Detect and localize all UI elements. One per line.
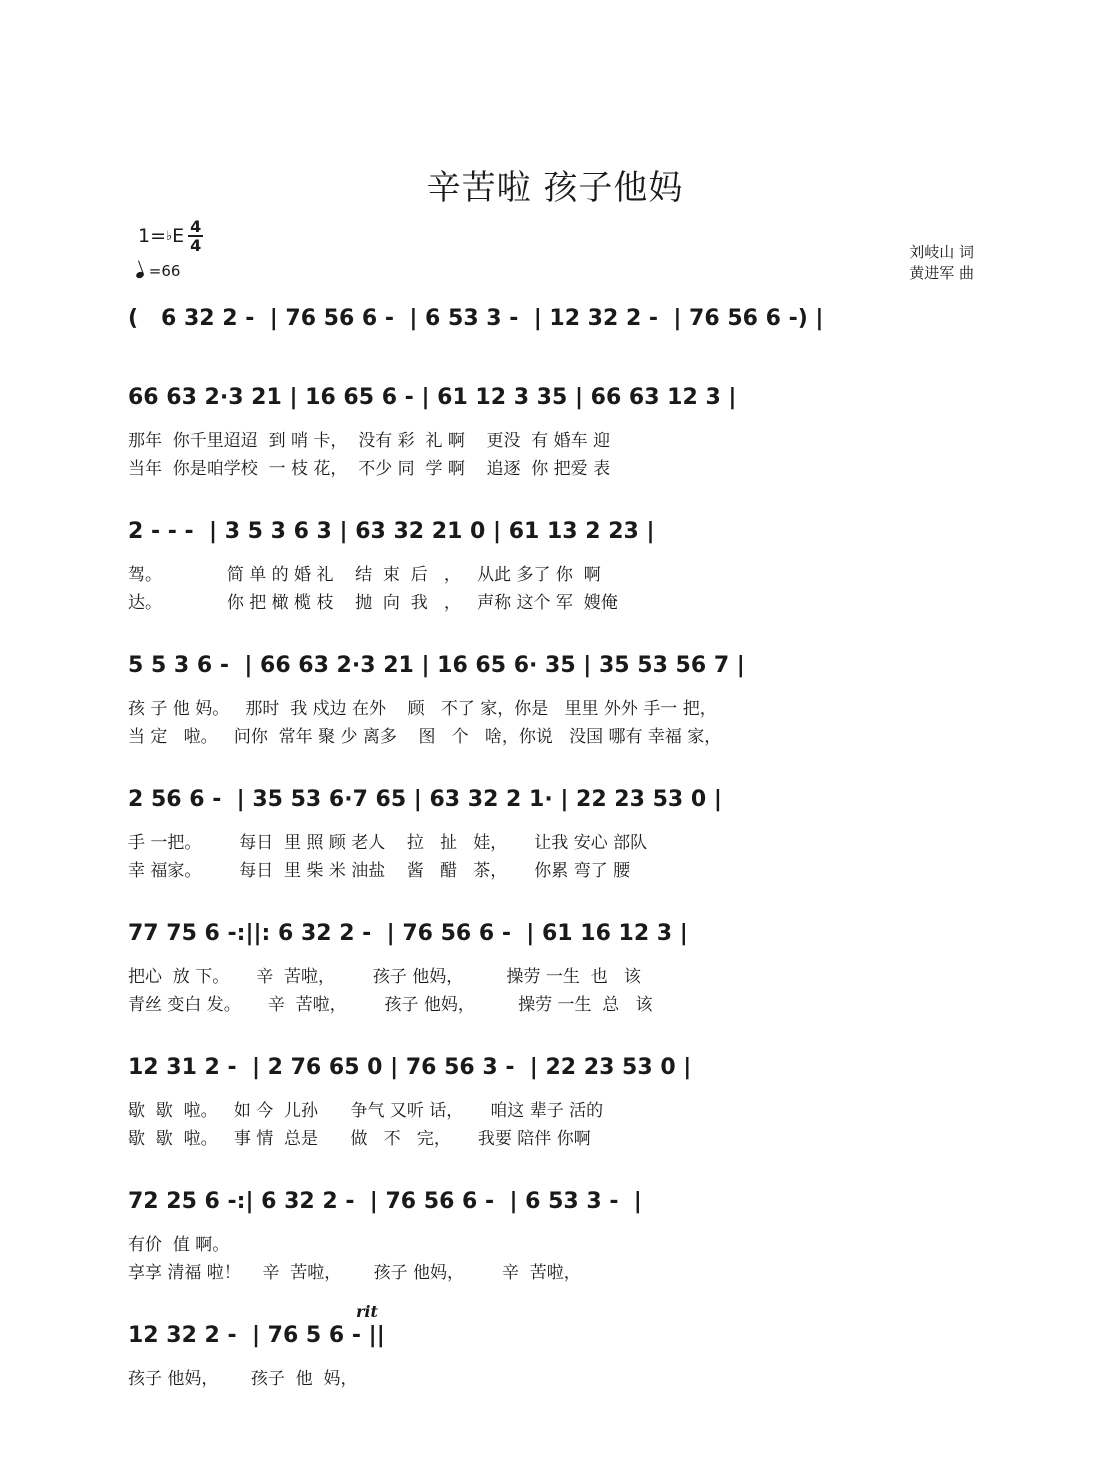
key-signature xyxy=(138,218,203,254)
lyrics-verse-1: 孩子 他妈， 孩子 他 妈， xyxy=(128,1369,358,1389)
lyrics-verse-2: 享享 清福 啦！ 辛 苦啦， 孩子 他妈， 辛 苦啦， xyxy=(128,1263,581,1283)
lyricist: 刘岐山 词 xyxy=(909,243,974,261)
composer: 黄进军 曲 xyxy=(909,264,974,282)
lyrics-verse-1: 驾。 简 单 的 婚 礼 结 束 后 ， 从此 多了 你 啊 xyxy=(128,565,601,585)
ritardando-marking: rit xyxy=(356,1302,378,1321)
lyrics-verse-2: 达。 你 把 橄 榄 枝 抛 向 我 ， 声称 这个 军 嫂俺 xyxy=(128,593,618,613)
time-sig-bottom: 4 xyxy=(190,236,202,255)
lyrics-verse-2: 当 定 啦。 问你 常年 聚 少 离多 图 个 啥，你说 没国 哪有 幸福 家， xyxy=(128,727,722,747)
lyrics-verse-2: 歇 歇 啦。 事 情 总是 做 不 完， 我要 陪伴 你啊 xyxy=(128,1129,591,1149)
lyrics-verse-2: 当年 你是咱学校 一 枝 花， 不少 同 学 啊 追逐 你 把爱 表 xyxy=(128,459,611,479)
score-line: 66 63 2·3 21 | 16 65 6 - | 61 12 3 35 | 66 63 12 3 | xyxy=(128,385,737,410)
quarter-note-icon xyxy=(135,271,145,279)
score-line: 77 75 6 -:||: 6 32 2 - | 76 56 6 - | 61 16 12 3 | xyxy=(128,921,688,946)
credits xyxy=(909,242,974,284)
score-line: 12 32 2 - | 76 5 6 - || xyxy=(128,1323,385,1348)
lyrics-verse-1: 有价 值 啊。 xyxy=(128,1235,230,1255)
lyrics-verse-2: 幸 福家。 每日 里 柴 米 油盐 酱 醋 茶， 你累 弯了 腰 xyxy=(128,861,631,881)
time-signature xyxy=(188,218,203,254)
flat-sign: ♭ xyxy=(166,228,173,244)
key-note: E xyxy=(172,225,185,247)
lyrics-verse-1: 把心 放 下。 辛 苦啦， 孩子 他妈， 操劳 一生 也 该 xyxy=(128,967,641,987)
lyrics-verse-1: 歇 歇 啦。 如 今 儿孙 争气 又听 话， 咱这 辈子 活的 xyxy=(128,1101,604,1121)
score-line: 72 25 6 -:| 6 32 2 - | 76 56 6 - | 6 53 3 - | xyxy=(128,1189,642,1214)
score-line: 2 - - - | 3 5 3 6 3 | 63 32 21 0 | 61 13 2 23 | xyxy=(128,519,655,544)
lyrics-verse-1: 那年 你千里迢迢 到 哨 卡， 没有 彩 礼 啊 更没 有 婚车 迎 xyxy=(128,431,611,451)
score-line: 12 31 2 - | 2 76 65 0 | 76 56 3 - | 22 23 53 0 | xyxy=(128,1055,692,1080)
tempo-value: =66 xyxy=(148,262,181,280)
lyrics-verse-1: 手 一把。 每日 里 照 顾 老人 拉 扯 娃， 让我 安心 部队 xyxy=(128,833,648,853)
score-line: 2 56 6 - | 35 53 6·7 65 | 63 32 2 1· | 22 23 53 0 | xyxy=(128,787,722,812)
score-line: ( 6 32 2 - | 76 56 6 - | 6 53 3 - | 12 32 2 - | 76 56 6 -) | xyxy=(128,306,824,331)
time-sig-top: 4 xyxy=(190,217,202,236)
lyrics-verse-1: 孩 子 他 妈。 那时 我 戍边 在外 顾 不了 家，你是 里里 外外 手一 把， xyxy=(128,699,717,719)
tempo-marking xyxy=(136,262,180,280)
score-line: 5 5 3 6 - | 66 63 2·3 21 | 16 65 6· 35 | 35 53 56 7 | xyxy=(128,653,745,678)
song-title: 辛苦啦 孩子他妈 xyxy=(426,168,684,208)
key-prefix: 1= xyxy=(138,225,167,247)
lyrics-verse-2: 青丝 变白 发。 辛 苦啦， 孩子 他妈， 操劳 一生 总 该 xyxy=(128,995,653,1015)
